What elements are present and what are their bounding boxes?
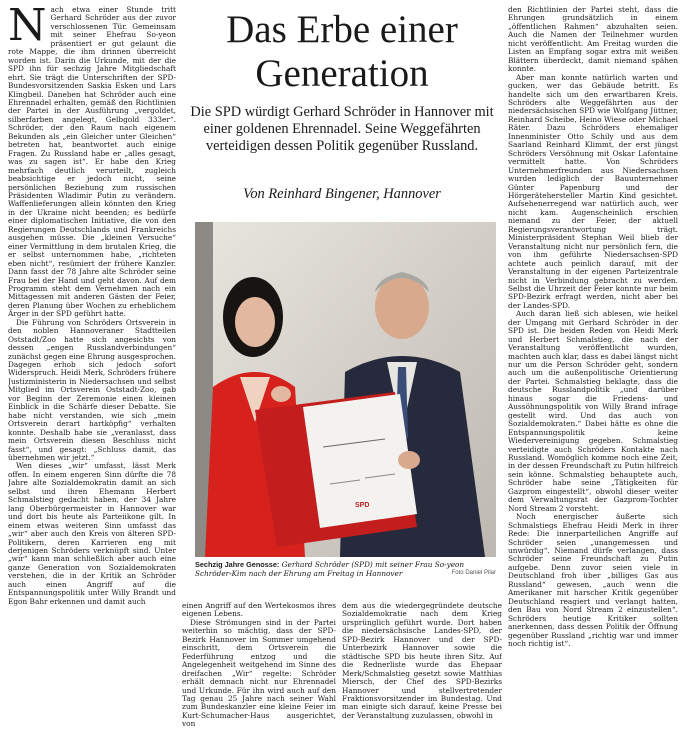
photo-credit: Foto Daniel Pilar [451,570,496,576]
column-1 [8,6,176,746]
paragraph: Die Führung von Schröders Ortsverein in den noblen Hannoveraner Stadtteilen Oststadt/Zoo hatte sich angesichts von dessen „engen Russlandverbindungen“ zunächst gegen eine Ehrung ausgesprochen. Dagegen erhob sich jedoch sofort Widerspruch. Heidi Merk, Schröders frühere Justizministerin in Niedersachsen und selbst Mitglied im Ortsverein Oststadt-Zoo, gab vor Beginn der Zeremonie einen kleinen Einblick in die Schärfe dieser Debatte. Sie habe nicht verstanden, wie sich „mein Ortsverein derart hartköpfig“ verhalten konnte. Deshalb habe sie „veranlasst, dass mein Ortsverein diesen Beschluss nicht fasst“, und gesagt: „Schluss damit, das übernehmen wir jetzt.“ [8,317,176,463]
column-2-bottom [182,602,336,746]
byline: Von Reinhard Bingener, Hannover [243,186,441,202]
subheadline: Die SPD würdigt Gerhard Schröder in Hannover mit einer goldenen Ehrennadel. Seine Weggefährten verteidigen dessen Politik gegenüber Russland. [190,104,494,154]
paragraph: einen Angriff auf den Wertekosmos ihres eigenen Lebens. [182,602,336,619]
drop-cap: N [8,6,47,51]
article-photo [195,222,496,557]
photo-caption [195,560,496,578]
column-4 [508,6,678,746]
paragraph: Noch energischer äußerte sich Schmalstiegs Ehefrau Heidi Merk in ihrer Rede: Die innerparteilichen Angriffe auf Schröder seien „unangemessen und unwürdig“. Niemand dürfe verlangen, dass Schröder seine Freundschaft zu Putin aufgebe. Denn zuvor seien viele in Deutschland froh über „billiges Gas aus Russland“ gewesen, „auch wenn die Amerikaner mit harscher Kritik gegenüber Deutschland reagiert und verlangt hatten, den Bau von Nord Stream 2 einzustellen“. Schröders heutige Kritiker sollten anerkennen, dass dessen Politik der Öffnung gegenüber Russland „richtig war und immer noch richtig ist“. [508,512,678,648]
caption-text: Gerhard Schröder (SPD) mit seiner Frau So-yeon Schröder-Kim nach der Ehrung am Freitag in Hannover [195,560,465,578]
paragraph: ach etwa einer Stunde tritt Gerhard Schröder aus der zuvor verschlossenen Tür. Gemeinsam mit seiner Ehefrau So-yeon präsentiert er gut gelaunt die rote Mappe, die ihm drinnen überreicht worden ist. Darin die Urkunde, mit der die SPD ihn für sechzig Jahre Mitgliedschaft ehrt. Sie trägt die Unterschriften der SPD-Bundesvorsitzenden Saskia Esken und Lars Klingbeil. Daneben hat Schröder auch eine Ehrennadel erhalten, gemäß den Richtlinien der Partei in der Ausführung „vergoldet, silberfarben angelegt, Gelbgold 333er“. Schröder, der den Raum nach eigenem Bekunden als „ein Gleicher unter Gleichen“ betreten hat, beantwortet auch einige Fragen. Zu Russland habe er „alles gesagt, was zu sagen ist“. Er habe den Krieg mehrfach deutlich verurteilt, zugleich beabsichtige er jedoch nicht, seine persönlichen Beziehung zum russischen Präsidenten Wladimir Putin zu verändern. Waffenlieferungen allein könnten den Krieg in der Ukraine nicht beenden; es bedürfe einer diplomatischen Initiative, die von den Regierungen Deutschlands und Frankreichs ausgehen müsse. Die „kleinen Versuche“ einer Vermittlung in dem brutalen Krieg, die er selbst unternommen habe, „richteten eben nicht“, resümiert der frühere Kanzler. Dann fasst der 78 Jahre alte Schröder seine Frau bei der Hand und geht davon. Auf dem Programm steht dem Vernehmen nach ein Mittagessen mit anderen Gästen der Feier, deren Planung über Wochen zu erheblichem Ärger in der SPD geführt hatte. [8,6,176,319]
headline: Das Erbe einer Generation [226,8,458,95]
paragraph: Wen dieses „wir“ umfasst, lässt Merk offen. In einem engeren Sinn dürfte die 78 Jahre alte Sozialdemokratin damit an sich selbst und ihren Ehemann Herbert Schmalstieg gedacht haben, der 34 Jahre lang Oberbürgermeister in Hannover war und dort bis heute als Parteiikone gilt. In einem etwas weiteren Sinn umfasst das „wir“ aber auch den Kreis von älteren SPD-Politikern, deren Karrieren eng mit derjenigen Schröders verknüpft sind. Unter „wir“ kann man schließlich aber auch eine ganze Generation von Sozialdemokraten verstehen, die in der Kritik an Schröder auch einen Angriff auf die Entspannungspolitik unter Willy Brandt und Egon Bahr erkennen und damit auch [8,461,176,606]
paragraph: Diese Strömungen sind in der Partei weiterhin so mächtig, dass der SPD-Bezirk Hannover im Sommer umgehend einschritt, dem Ortsverein die Federführung entzog und die Angelegenheit weitgehend im Sinne des dreifachen „Wir“ regelte: Schröder erhält demnach nicht nur Ehrennadel und Urkunde. Für ihn wird auch auf den Tag genau 25 Jahre nach seiner Wahl zum Bundeskanzler eine kleine Feier im Kurt-Schumacher-Haus ausgerichtet, von [182,617,336,729]
paragraph: Aber man konnte natürlich warten und gucken, wer das Gebäude betritt. Es handelte sich um den erwartbaren Kreis. Schröders alte Weggefährten aus der niedersächsischen SPD wie Wolfgang Jüttner, Reinhard Scheibe, Heino Wiese oder Michael Räter. Dazu Schröders ehemaliger Innenminister Otto Schily und aus dem Saarland Reinhard Klimmt, der erst jüngst Schröders Versöhnung mit Oskar Lafontaine vermittelt hatte. Von Schröders Unternehmerfreunden aus Niedersachsen wurden lediglich der Bauunternehmer Günter Papenburg und der Hörgerätehersteller Martin Kind gesichtet. Aufsehenerregend war natürlich auch, wer nicht kam. Augenscheinlich erschien niemand zu der Feier, der aktuell Regierungsverantwortung trägt. Ministerpräsident Stephan Weil blieb der Veranstaltung nicht nur persönlich fern, die von ihm geführte Niedersachsen-SPD achtete auch peinlich darauf, mit der Veranstaltung in der eigenen Parteizentrale nicht in Verbindung gebracht zu werden. Selbst die Uhrzeit der Feier konnte nur beim SPD-Bezirk erfragt werden, nicht aber bei der Landes-SPD. [508,72,678,310]
caption-title: Sechzig Jahre Genosse: [195,560,280,569]
paragraph: dem aus die wiedergegründete deutsche Sozialdemokratie nach dem Krieg ursprünglich geführt wurde. Dort haben die niedersächsische Landes-SPD, der SPD-Bezirk Hannover und der SPD-Unterbezirk Hannover sowie die städtische SPD bis heute ihren Sitz. Auf die Rednerliste wurde das Ehepaar Merk/Schmalstieg gesetzt sowie Matthias Miersch, der Chef des SPD-Bezirks Hannover und stellvertretender Fraktionsvorsitzender im Bundestag. Und man einigte sich darauf, keine Presse bei der Veranstaltung zuzulassen, obwohl in [342,602,502,720]
paragraph: den Richtlinien der Partei steht, dass die Ehrungen grundsätzlich in einem „öffentlichen Rahmen“ abzuhalten seien. Auch die Namen der Teilnehmer wurden nicht veröffentlicht. Am Freitag wurden die Listen an Empfang sogar extra mit weißen Blättern überdeckt, damit niemand spähen konnte. [508,6,678,74]
column-3-bottom [342,602,502,746]
certificate-spd-label: SPD [355,502,370,509]
paragraph: Auch daran ließ sich ablesen, wie heikel der Umgang mit Gerhard Schröder in der SPD ist. Die beiden Reden von Heidi Merk und Herbert Schmalstieg, die nach der Veranstaltung veröffentlicht wurden, machten auch klar, dass es dabei längst nicht nur um die Person Schröder geht, sondern auch um die außenpolitische Orientierung der Partei. Schmalstieg beklagte, dass die deutsche Russlandpolitik „und darüber hinaus sogar die Friedens- und Aussöhnungspolitik von Willy Brand infrage gestellt wird. Und das auch von Sozialdemokraten.“ Dabei hätte es ohne die Entspannungspolitik keine Wiedervereinigung gegeben. Schmalstieg verteidigte auch Schröders Kontakte nach Russland. Womöglich komme noch eine Zeit, in der dessen Freundschaft zu Putin hilfreich sein könne. Schmalstieg behauptete auch, Schröder habe seine „Tätigkeiten für Gazprom eingestellt“, obwohl dieser weiter dem Verwaltungsrat der Gazprom-Tochter Nord Stream 2 vorsteht. [508,309,678,513]
photo-illustration [195,222,496,557]
